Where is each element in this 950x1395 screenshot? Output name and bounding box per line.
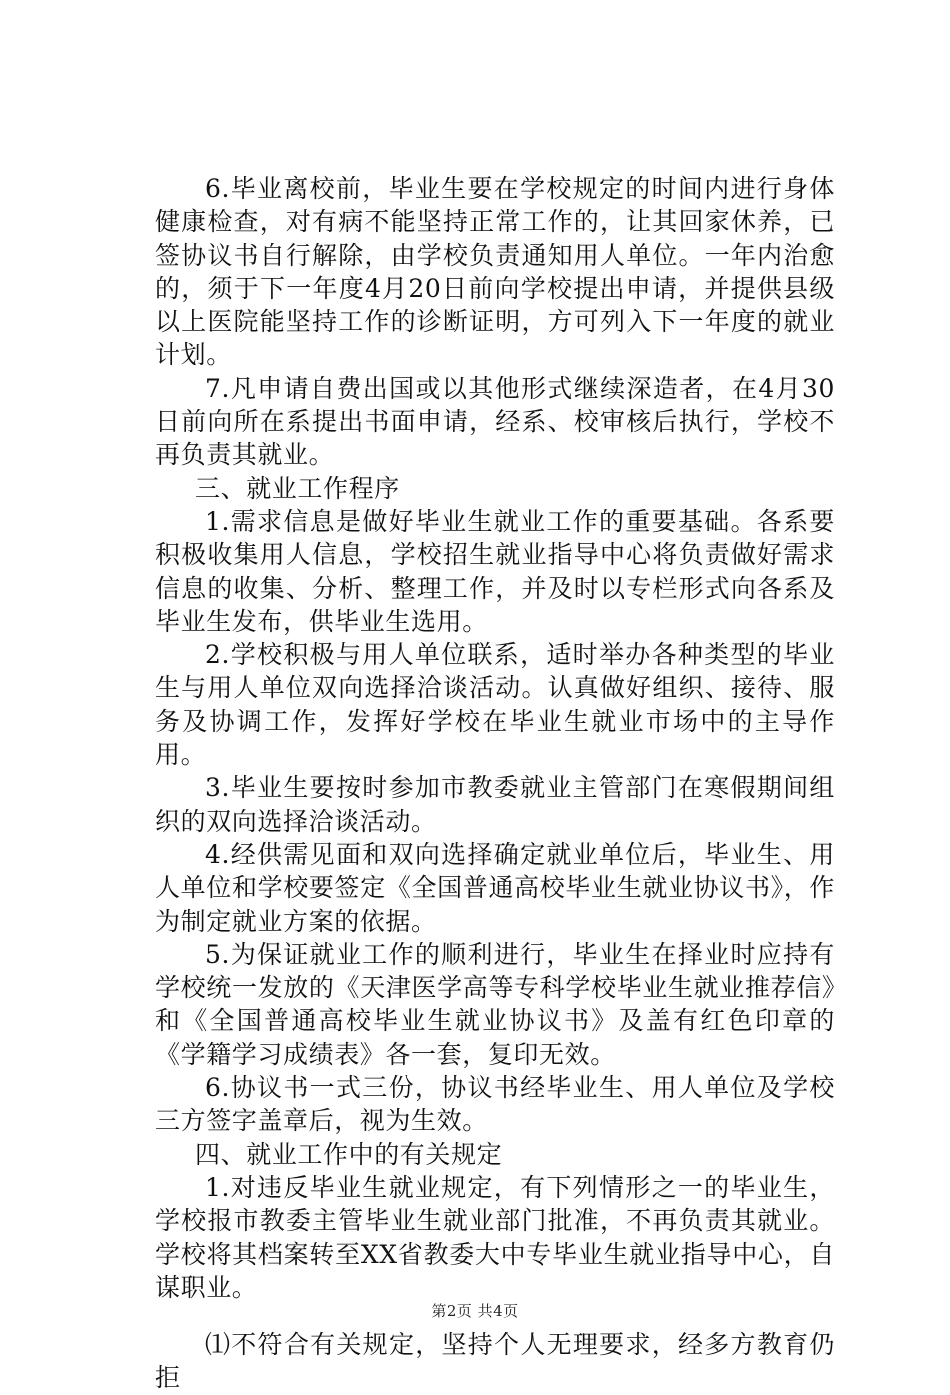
paragraph-regulation-1: 1.对违反毕业生就业规定，有下列情形之一的毕业生，学校报市教委主管毕业生就业部门批准，不再负责其就业。学校将其档案转至XX省教委大中专毕业生就业指导中心，自谋职业。: [155, 1172, 835, 1302]
paragraph-regulation-1-item-1: ⑴不符合有关规定，坚持个人无理要求，经多方教育仍拒: [155, 1330, 835, 1393]
paragraph-procedure-3: 3.毕业生要按时参加市教委就业主管部门在寒假期间组织的双向选择洽谈活动。: [155, 773, 835, 836]
paragraph-item-6-health-check: 6.毕业离校前，毕业生要在学校规定的时间内进行身体健康检查，对有病不能坚持正常工作的，让其回家休养，已签协议书自行解除，由学校负责通知用人单位。一年内治愈的，须于下一年度4月20日前向学校提出申请，并提供县级以上医院能坚持工作的诊断证明，方可列入下一年度的就业计划。: [155, 174, 835, 370]
paragraph-procedure-2: 2.学校积极与用人单位联系，适时举办各种类型的毕业生与用人单位双向选择洽谈活动。认真做好组织、接待、服务及协调工作，发挥好学校在毕业生就业市场中的主导作用。: [155, 640, 835, 770]
paragraph-item-7-study-abroad: 7.凡申请自费出国或以其他形式继续深造者，在4月30日前向所在系提出书面申请，经系、校审核后执行，学校不再负责其就业。: [155, 373, 835, 470]
paragraph-procedure-6: 6.协议书一式三份，协议书经毕业生、用人单位及学校三方签字盖章后，视为生效。: [155, 1073, 835, 1136]
section-heading-regulations: 四、就业工作中的有关规定: [195, 1139, 503, 1169]
paragraph-procedure-1: 1.需求信息是做好毕业生就业工作的重要基础。各系要积极收集用人信息，学校招生就业指导中心将负责做好需求信息的收集、分析、整理工作，并及时以专栏形式向各系及毕业生发布，供毕业生选用。: [155, 506, 835, 636]
page-number-footer: 第2页 共4页: [431, 1302, 519, 1320]
paragraph-procedure-5: 5.为保证就业工作的顺利进行，毕业生在择业时应持有学校统一发放的《天津医学高等专科学校毕业生就业推荐信》和《全国普通高校毕业生就业协议书》及盖有红色印章的《学籍学习成绩表》各一套，复印无效。: [155, 939, 835, 1069]
section-heading-employment-procedure: 三、就业工作程序: [195, 473, 400, 503]
paragraph-procedure-4: 4.经供需见面和双向选择确定就业单位后，毕业生、用人单位和学校要签定《全国普通高校毕业生就业协议书》，作为制定就业方案的依据。: [155, 839, 835, 936]
document-body: [155, 172, 835, 1395]
